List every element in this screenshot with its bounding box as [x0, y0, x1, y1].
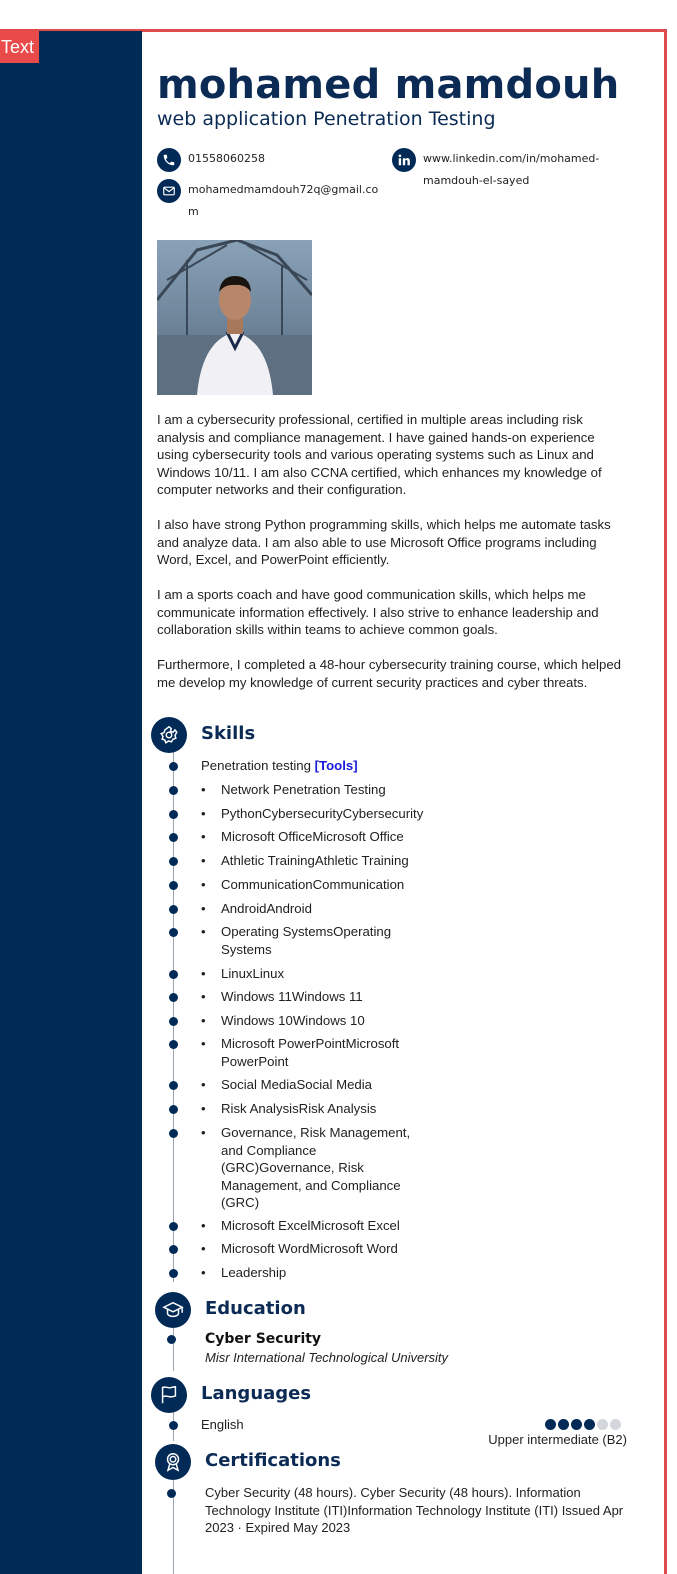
skill-label: Athletic TrainingAthletic Training — [221, 853, 409, 868]
skill-label: LinuxLinux — [221, 966, 285, 981]
phone-number: 01558060258 — [188, 152, 265, 165]
language-name: English — [201, 1417, 244, 1432]
timeline-dot — [169, 905, 178, 914]
timeline-dot — [169, 1081, 178, 1090]
bullet: • — [201, 1218, 206, 1233]
certification-entry: Cyber Security (48 hours). Cyber Security (48 hours). Information Technology Institute (ITI)Information Technology Institute (ITI) Issued Apr 2023 · Expired May 2023 — [205, 1485, 624, 1535]
timeline-dot — [169, 970, 178, 979]
summary-paragraph: I am a cybersecurity professional, certified in multiple areas including risk analysis and compliance management. I have gained hands-on experience using cybersecurity tools and various operating systems such as Linux and Windows 10/11. I am also CCNA certified, which enhances my knowledge of computer networks and their configuration. — [157, 412, 602, 497]
contact-phone[interactable] — [157, 148, 265, 172]
tools-link[interactable]: [Tools] — [314, 758, 358, 773]
skill-label: Microsoft OfficeMicrosoft Office — [221, 829, 404, 844]
skill-label: Windows 11Windows 11 — [221, 989, 363, 1004]
timeline-dot — [169, 881, 178, 890]
timeline-dot — [169, 993, 178, 1002]
skill-label: Microsoft WordMicrosoft Word — [221, 1241, 398, 1256]
summary-paragraph: Furthermore, I completed a 48-hour cybersecurity training course, which helped me develop my knowledge of current security practices and cyber threats. — [157, 657, 621, 690]
education-title: Education — [205, 1298, 306, 1319]
languages-icon — [151, 1377, 187, 1413]
rating-dot — [610, 1419, 621, 1430]
education-degree: Cyber Security — [205, 1331, 322, 1347]
timeline-dot — [169, 1269, 178, 1278]
rating-dot — [584, 1419, 595, 1430]
timeline-dot — [169, 762, 178, 771]
bullet: • — [201, 1241, 206, 1256]
bullet: • — [201, 924, 206, 939]
bullet: • — [201, 877, 206, 892]
email-icon — [157, 179, 181, 203]
rating-dot — [558, 1419, 569, 1430]
sidebar — [0, 31, 142, 1574]
skill-label: CommunicationCommunication — [221, 877, 405, 892]
education-icon — [155, 1292, 191, 1328]
bullet: • — [201, 901, 206, 916]
timeline-dot — [167, 1335, 176, 1344]
email-address: mohamedmamdouh72q@gmail.co m — [188, 183, 379, 218]
bullet: • — [201, 1036, 206, 1051]
timeline-dot — [169, 1421, 178, 1430]
education-timeline-line — [173, 1326, 174, 1371]
timeline-dot — [169, 1245, 178, 1254]
rating-dot — [571, 1419, 582, 1430]
education-school: Misr International Technological University — [205, 1350, 449, 1365]
language-rating — [545, 1419, 621, 1430]
timeline-dot — [169, 833, 178, 842]
skills-title: Skills — [201, 723, 256, 744]
bullet: • — [201, 853, 206, 868]
skill-label: Social MediaSocial Media — [221, 1077, 372, 1092]
certifications-title: Certifications — [205, 1450, 341, 1471]
rating-dot — [597, 1419, 608, 1430]
timeline-dot — [167, 1489, 176, 1498]
phone-icon — [157, 148, 181, 172]
bullet: • — [201, 966, 206, 981]
bullet: • — [201, 1077, 206, 1092]
timeline-dot — [169, 1129, 178, 1138]
profile-photo — [157, 240, 312, 395]
bullet: • — [201, 1265, 206, 1280]
timeline-dot — [169, 786, 178, 795]
timeline-dot — [169, 1222, 178, 1231]
timeline-dot — [169, 857, 178, 866]
bullet: • — [201, 1101, 206, 1116]
contact-email[interactable] — [157, 179, 378, 223]
editor-text-tag[interactable]: Text — [0, 31, 39, 63]
bullet: • — [201, 989, 206, 1004]
certifications-icon — [155, 1444, 191, 1480]
skill-label: PythonCybersecurityCybersecurity — [221, 806, 424, 821]
candidate-name: mohamed mamdouh — [157, 62, 620, 108]
skill-label: Network Penetration Testing — [221, 782, 386, 797]
summary-paragraph: I am a sports coach and have good communication skills, which helps me communicate information effectively. I also strive to enhance leadership and collaboration skills within teams to achieve common goals. — [157, 587, 599, 637]
summary-paragraph: I also have strong Python programming skills, which helps me automate tasks and analyze data. I am also able to use Microsoft Office programs including Word, Excel, and PowerPoint efficiently. — [157, 517, 611, 567]
skill-label: Windows 10Windows 10 — [221, 1013, 365, 1028]
contact-linkedin[interactable] — [392, 148, 599, 192]
bullet: • — [201, 782, 206, 797]
timeline-dot — [169, 1040, 178, 1049]
skill-label: Risk AnalysisRisk Analysis — [221, 1101, 377, 1116]
skills-heading: Penetration testing [Tools] — [201, 758, 358, 773]
skill-label: Microsoft ExcelMicrosoft Excel — [221, 1218, 400, 1233]
bullet: • — [201, 1013, 206, 1028]
skill-label: Operating SystemsOperating Systems — [221, 924, 392, 957]
timeline-dot — [169, 1017, 178, 1026]
languages-title: Languages — [201, 1383, 312, 1404]
bullet: • — [201, 1125, 206, 1140]
timeline-dot — [169, 928, 178, 937]
skill-label: Microsoft PowerPointMicrosoft PowerPoint — [221, 1036, 400, 1069]
timeline-dot — [169, 810, 178, 819]
timeline-dot — [169, 1105, 178, 1114]
candidate-headline: web application Penetration Testing — [157, 108, 496, 130]
bullet: • — [201, 806, 206, 821]
skills-icon — [151, 717, 187, 753]
skill-label: Governance, Risk Management, and Compliance (GRC)Governance, Risk Management, and Compliance (GRC) — [221, 1125, 411, 1210]
profile-summary — [157, 411, 627, 691]
language-level: Upper intermediate (B2) — [488, 1432, 627, 1447]
bullet: • — [201, 829, 206, 844]
linkedin-url: www.linkedin.com/in/mohamed- mamdouh-el-sayed — [423, 152, 600, 187]
skill-label: AndroidAndroid — [221, 901, 312, 916]
skill-label: Leadership — [221, 1265, 287, 1280]
linkedin-icon — [392, 148, 416, 172]
rating-dot — [545, 1419, 556, 1430]
